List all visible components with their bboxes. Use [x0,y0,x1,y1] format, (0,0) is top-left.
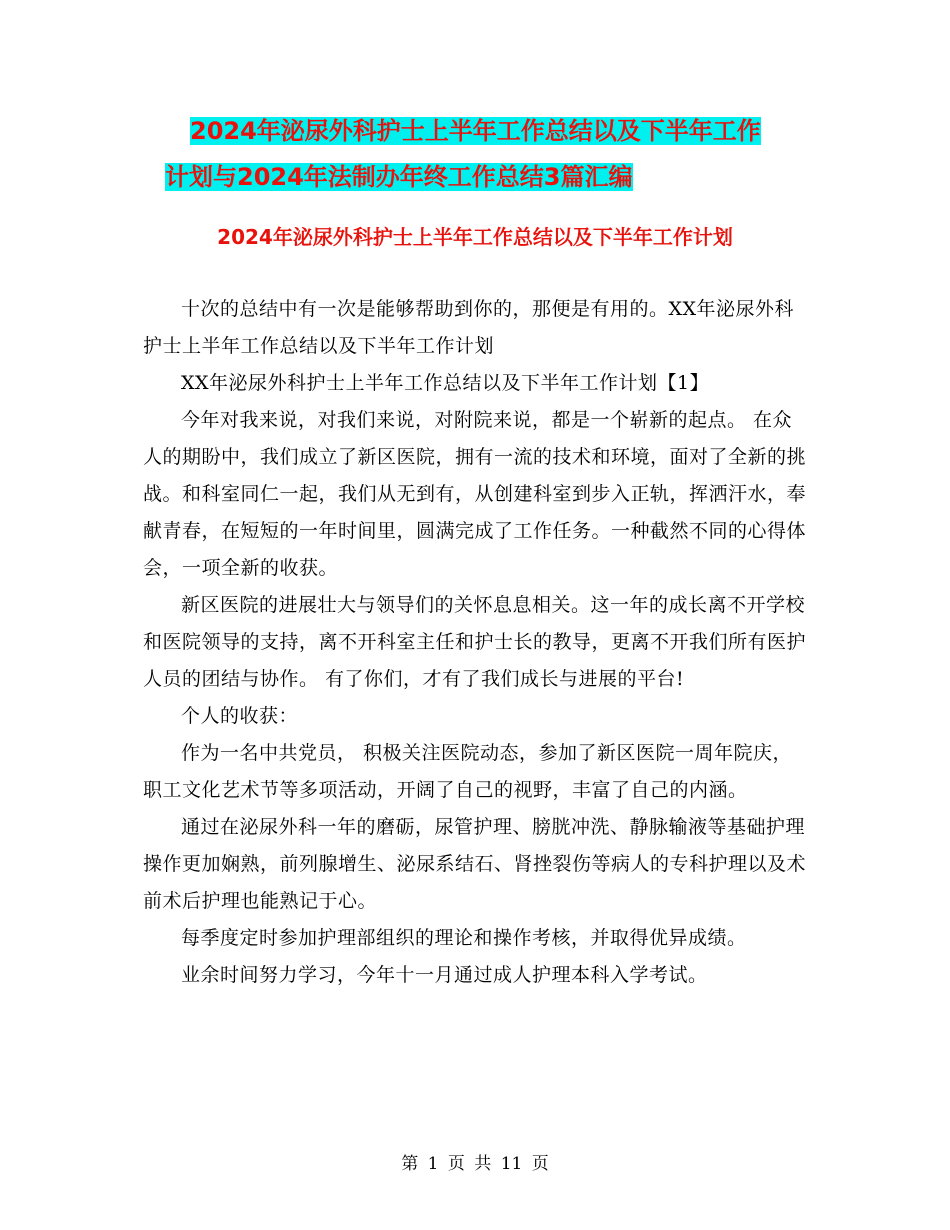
paragraph-study: 业余时间努力学习，今年十一月通过成人护理本科入学考试。 [181,964,708,986]
paragraph-development: 新区医院的进展壮大与领导们的关怀息息相关。这一年的成长离不开学校和医院领导的支持，离不开科室主任和护士长的教导，更离不开我们所有医护人员的团结与协作。 有了你们，才有了我们成长与进展的平台! [143,594,807,690]
paragraph-quarterly-exam: 每季度定时参加护理部组织的理论和操作考核，并取得优异成绩。 [181,927,747,949]
page-footer: 第 1 页 共 11 页 [401,1154,549,1174]
document-body [143,291,811,994]
paragraph-heading-1: XX年泌尿外科护士上半年工作总结以及下半年工作计划【1】 [181,372,710,394]
main-title-line-2 [165,154,830,200]
paragraph-intro: 十次的总结中有一次是能够帮助到你的，那便是有用的。XX年泌尿外科护士上半年工作总结以及下半年工作计划 [143,298,795,357]
paragraph-party-member: 作为一名中共党员， 积极关注医院动态，参加了新区医院一周年院庆，职工文化艺术节等多项活动，开阔了自己的视野，丰富了自己的内涵。 [143,742,793,801]
document-main-title [130,108,830,200]
main-title-line-1 [190,108,830,154]
section-title: 2024年泌尿外科护士上半年工作总结以及下半年工作计划 [217,225,733,249]
main-title-line-2-text: 计划与2024年法制办年终工作总结3篇汇编 [165,163,633,191]
main-title-line-1-text: 2024年泌尿外科护士上半年工作总结以及下半年工作 [190,117,761,145]
paragraph-personal-gains: 个人的收获： [181,705,299,727]
paragraph-urology-training: 通过在泌尿外科一年的磨砺，尿管护理、膀胱冲洗、静脉输液等基础护理操作更加娴熟，前列腺增生、泌尿系结石、肾挫裂伤等病人的专科护理以及术前术后护理也能熟记于心。 [143,816,807,912]
paragraph-new-start: 今年对我来说，对我们来说，对附院来说，都是一个崭新的起点。 在众人的期盼中，我们成立了新区医院，拥有一流的技术和环境，面对了全新的挑战。和科室同仁一起，我们从无到有，从创建科室到步入正轨，挥洒汗水，奉献青春，在短短的一年时间里，圆满完成了工作任务。一种截然不同的心得体会，一项全新的收获。 [143,409,807,579]
